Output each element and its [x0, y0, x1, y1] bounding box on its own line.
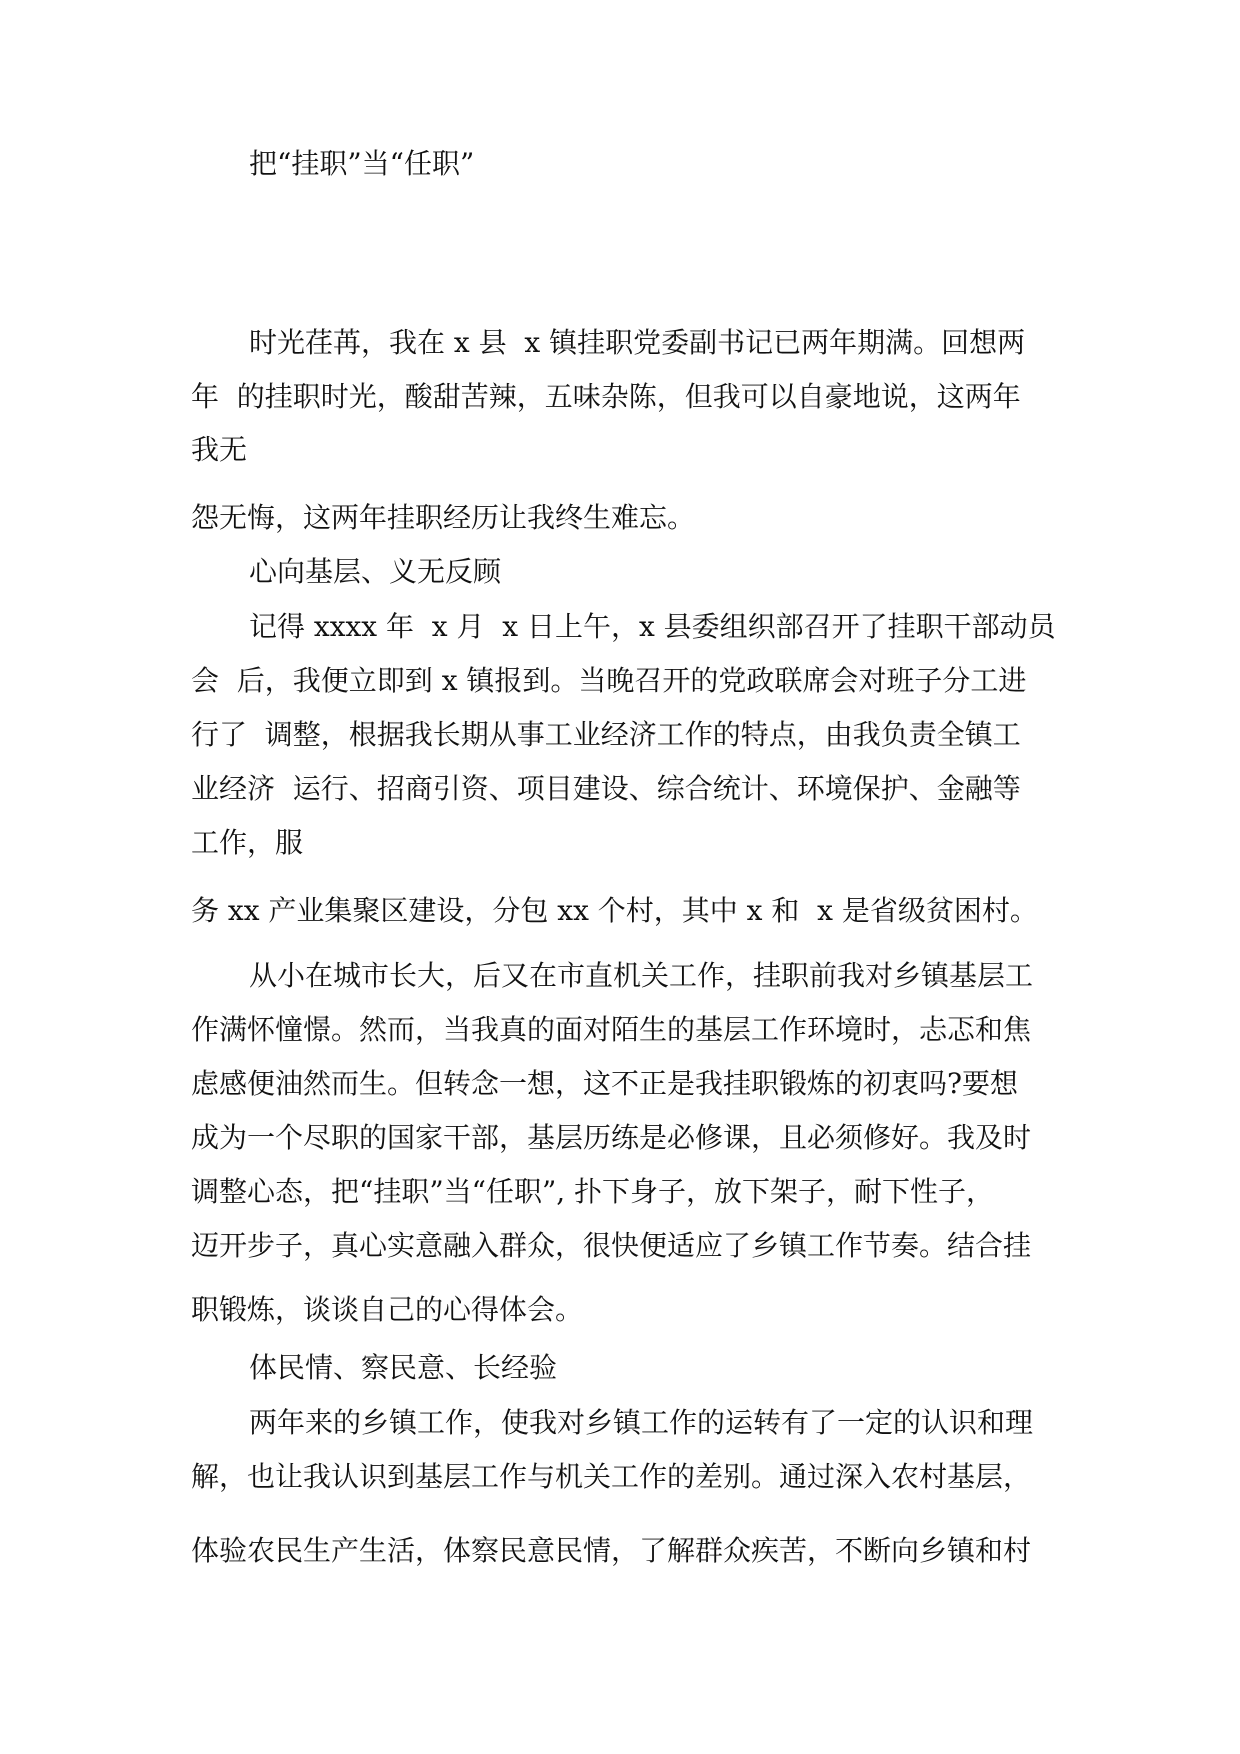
- paragraph-line: 业经济 运行、招商引资、项目建设、综合统计、环境保护、金融等: [191, 772, 1021, 805]
- paragraph-line: 体验农民生产生活，体察民意民情，了解群众疾苦，不断向乡镇和村: [191, 1534, 1032, 1567]
- paragraph-line: 两年来的乡镇工作，使我对乡镇工作的运转有了一定的认识和理: [249, 1406, 1034, 1439]
- paragraph-line: 虑感便油然而生。但转念一想，这不正是我挂职锻炼的初衷吗?要想: [191, 1067, 1019, 1100]
- paragraph-line: 时光荏苒，我在 x 县 x 镇挂职党委副书记已两年期满。回想两: [249, 326, 1026, 359]
- paragraph-line: 务 xx 产业集聚区建设，分包 xx 个村，其中 x 和 x 是省级贫困村。: [191, 894, 1038, 927]
- paragraph-line: 解，也让我认识到基层工作与机关工作的差别。通过深入农村基层，: [191, 1460, 1032, 1493]
- section-heading: 体民情、察民意、长经验: [249, 1351, 558, 1384]
- paragraph-line: 怨无悔，这两年挂职经历让我终生难忘。: [191, 501, 696, 534]
- paragraph-line: 工作，服: [191, 826, 304, 859]
- paragraph-line: 年 的挂职时光，酸甜苦辣，五味杂陈，但我可以自豪地说，这两年: [191, 380, 1021, 413]
- paragraph-line: 会 后，我便立即到 x 镇报到。当晚召开的党政联席会对班子分工进: [191, 664, 1027, 697]
- document-title: 把“挂职”当“任职”: [249, 147, 475, 180]
- paragraph-line: 我无: [191, 433, 248, 466]
- paragraph-line: 成为一个尽职的国家干部，基层历练是必修课，且必须修好。我及时: [191, 1121, 1032, 1154]
- paragraph-line: 记得 xxxx 年 x 月 x 日上午，x 县委组织部召开了挂职干部动员: [249, 610, 1056, 643]
- paragraph-line: 从小在城市长大，后又在市直机关工作，挂职前我对乡镇基层工: [249, 959, 1034, 992]
- paragraph-line: 迈开步子，真心实意融入群众，很快便适应了乡镇工作节奏。结合挂: [191, 1229, 1032, 1262]
- section-heading: 心向基层、义无反顾: [249, 555, 502, 588]
- paragraph-line: 作满怀憧憬。然而，当我真的面对陌生的基层工作环境时，忐忑和焦: [191, 1013, 1032, 1046]
- paragraph-line: 行了 调整，根据我长期从事工业经济工作的特点，由我负责全镇工: [191, 718, 1021, 751]
- paragraph-line: 调整心态，把“挂职”当“任职”, 扑下身子，放下架子，耐下性子，: [191, 1175, 995, 1208]
- paragraph-line: 职锻炼，谈谈自己的心得体会。: [191, 1293, 584, 1326]
